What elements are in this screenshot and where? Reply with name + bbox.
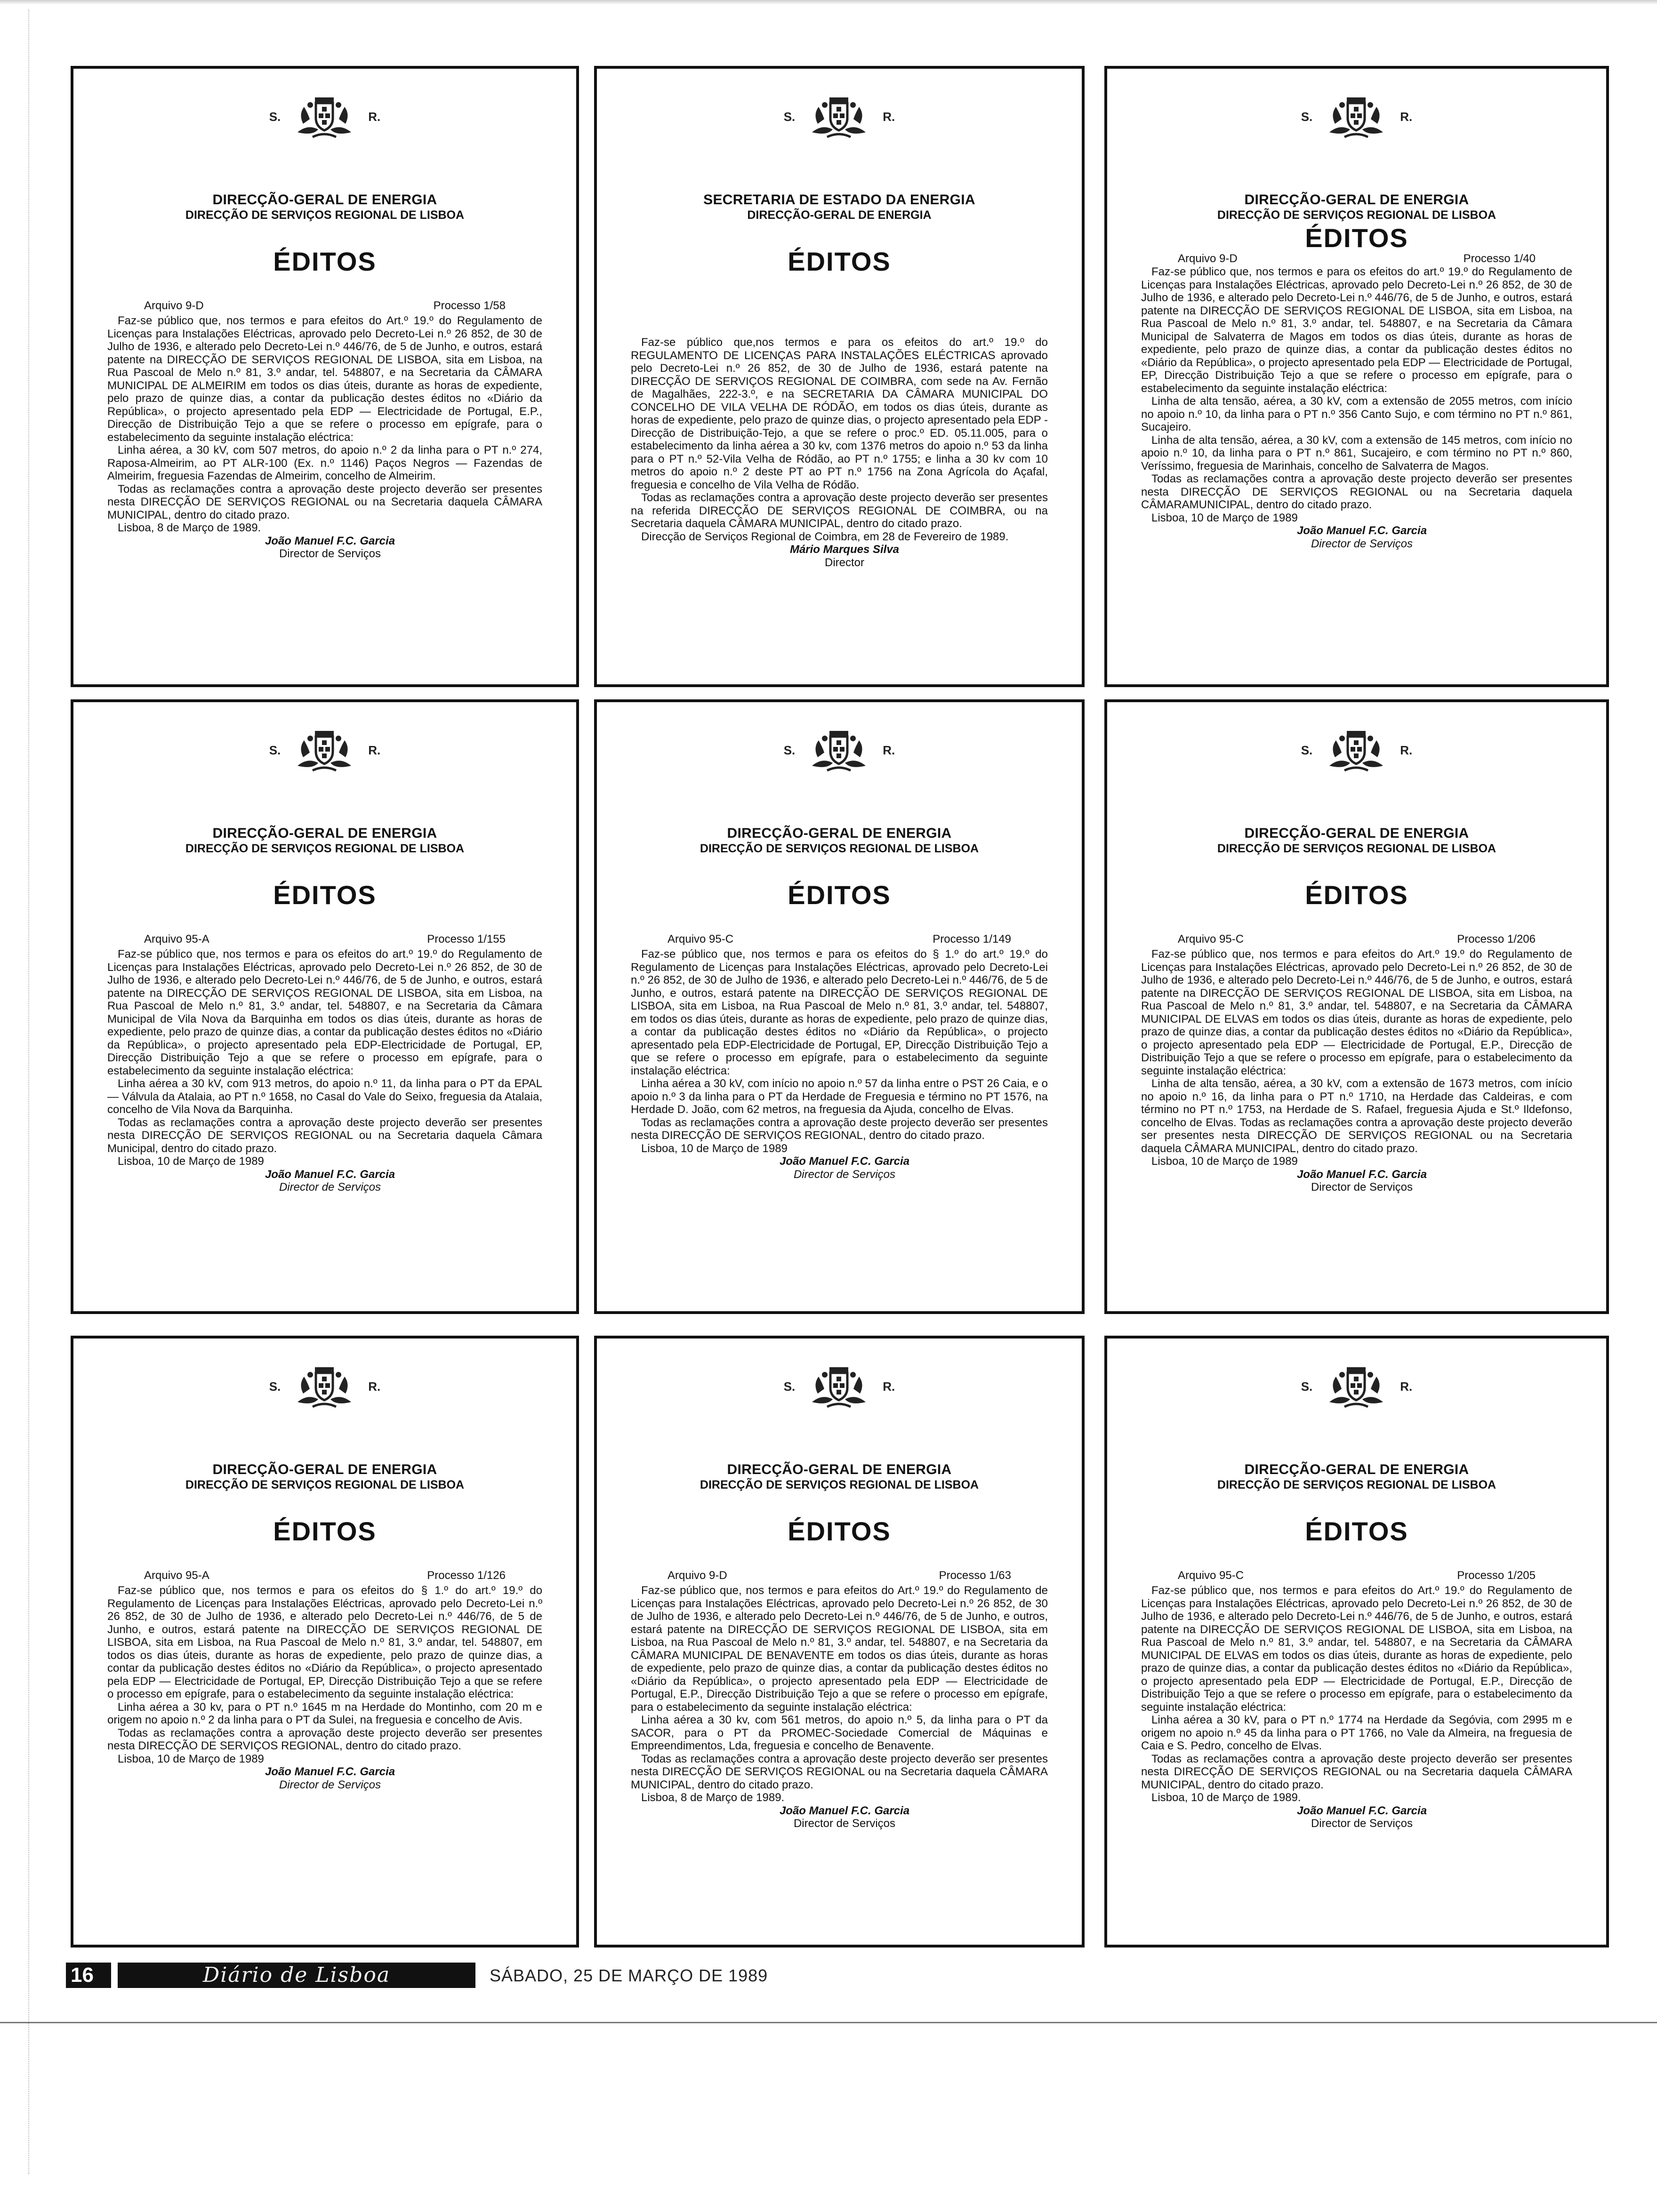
notice-paragraph: Linha aérea a 30 kv, para o PT n.º 1645 m na Herdade do Montinho, com 20 m e origem no apoio n.º 2 da linha para o PT da Sulei, na freguesia e concelho de Avis. [107,1700,542,1726]
seal-letter-left: S. [1301,1379,1313,1394]
arquivo-ref: Arquivo 95-A [144,933,209,946]
reference-line [111,1569,539,1583]
place-and-date: Lisboa, 10 de Março de 1989 [118,1155,264,1168]
notice-body [631,948,1048,1181]
notice-title: ÉDITOS [788,880,891,910]
edital-notice [1104,699,1609,1314]
edital-notice [1104,1336,1609,1948]
edital-notice [594,66,1085,687]
signatory-name: João Manuel F.C. Garcia [779,1804,910,1817]
reference-line [111,933,539,947]
notice-title: ÉDITOS [1305,223,1408,253]
signatory-name: João Manuel F.C. Garcia [1296,1168,1427,1181]
notice-paragraph: Todas as reclamações contra a aprovação deste projecto deverão ser presentes nesta DIRECÇÃO DE SERVIÇOS REGIONAL, dentro do citado prazo. [631,1116,1048,1142]
notice-paragraph: Faz-se público que, nos termos e para os efeitos do § 1.º do art.º 19.º do Regulamento de Licenças para Instalações Eléctricas, aprovado pelo Decreto-Lei n.º 26 852, de 30 de Julho de 1936, e alterado pelo Decreto-Lei n.º 446/76, de 5 de Junho, e outros, estará patente na DIRECÇÃO DE SERVIÇOS REGIONAL DE LISBOA, sita em Lisboa, na Rua Pascoal de Melo n.º 81, 3.º andar, tel. 548807, em todos os dias úteis, durante as horas de expediente, pelo prazo de quinze dias, a contar da publicação destes éditos no «Diário da República», o projecto apresentado pela EDP-Electricidade de Portugal, EP, Direcção Distribuição Tejo a que se refere o processo em epígrafe, para o estabelecimento da seguinte instalação eléctrica: [631,948,1048,1077]
signatory-role: Director [824,556,864,569]
place-and-date: Lisboa, 8 de Março de 1989. [641,1791,785,1804]
reference-line [1145,933,1569,947]
coat-of-arms-header [597,88,1082,145]
notice-paragraph: Faz-se público que, nos termos e para os efeitos do art.º 19.º do Regulamento de Licenças para Instalações Eléctricas, aprovado pelo Decreto-Lei n.º 26 852, de 30 de Julho de 1936, e alterado pelo Decreto-Lei n.º 446/76, de 5 de Junho, e outros, estará patente na DIRECÇÃO DE SERVIÇOS REGIONAL DE LISBOA, sita em Lisboa, na Rua Pascoal de Melo n.º 81, 3.º andar, tel. 548807, e na Secretaria da Câmara Municipal de Salvaterra de Magos em todos os dias úteis, durante as horas de expediente, pelo prazo de quinze dias, a contar da publicação destes éditos no «Diário da República», o projecto apresentado pela EDP — Electricidade de Portugal, EP, Direcção Distribuição Tejo a que se refere o processo em epígrafe, para o estabelecimento da seguinte instalação eléctrica: [1141,265,1572,395]
coat-of-arms-header [1107,722,1606,778]
signatory-role: Director de Serviços [1311,1181,1413,1194]
arquivo-ref: Arquivo 9-D [668,1569,727,1582]
coat-of-arms-header [73,722,576,778]
notice-title: ÉDITOS [788,247,891,276]
coat-of-arms-header [73,1358,576,1415]
edital-notice [71,1336,579,1948]
place-and-date: Lisboa, 10 de Março de 1989 [1151,511,1298,524]
notice-paragraph: Faz-se público que, nos termos e para os efeitos do § 1.º do art.º 19.º do Regulamento de Licenças para Instalações Eléctricas, aprovado pelo Decreto-Lei n.º 26 852, de 30 de Julho de 1936, e alterado pelo Decreto-Lei n.º 446/76, de 5 de Junho, e outros, estará patente na DIRECÇÃO DE SERVIÇOS REGIONAL DE LISBOA, sita em Lisboa, na Rua Pascoal de Melo n.º 81, 3.º andar, tel. 548807, em todos os dias úteis, durante as horas de expediente, pelo prazo de quinze dias, a contar da publicação destes éditos no «Diário da República», o projecto apresentado pela EDP — Electricidade de Portugal, EP, Direcção Distribuição Tejo a que se refere o processo em epígrafe, para o estabelecimento da seguinte instalação eléctrica: [107,1584,542,1700]
notice-title: ÉDITOS [273,247,377,276]
signatory-name: João Manuel F.C. Garcia [265,1765,395,1778]
issuing-authority: DIRECÇÃO-GERAL DE ENERGIA [727,825,952,841]
coat-of-arms-header [73,88,576,145]
issuing-department: DIRECÇÃO DE SERVIÇOS REGIONAL DE LISBOA [700,1478,979,1491]
arquivo-ref: Arquivo 95-C [668,933,734,946]
seal-letter-left: S. [783,1379,796,1394]
edital-notice [71,66,579,687]
reference-line [635,1569,1044,1583]
seal-letter-left: S. [1301,743,1313,757]
notice-paragraph: Linha aérea a 30 kV, com 913 metros, do apoio n.º 11, da linha para o PT da EPAL — Válvula da Atalaia, ao PT n.º 1658, no Casal do Vale do Seixo, freguesia da Atalaia, concelho de Vila Nova da Barquinha. [107,1077,542,1116]
notice-title: ÉDITOS [1305,880,1408,910]
notice-paragraph: Todas as reclamações contra a aprovação deste projecto deverão ser presentes nesta DIRECÇÃO DE SERVIÇOS REGIONAL ou na Secretaria daquela CÂMARAMUNICIPAL, dentro do citado prazo. [1141,473,1572,511]
notice-paragraph: Linha aérea a 30 kV, para o PT n.º 1774 na Herdade da Segóvia, com 2995 m e origem no apoio n.º 45 da linha para o PT 1766, no Vale da Almeira, na freguesia de Caia e S. Pedro, concelho de Elvas. [1141,1714,1572,1752]
seal-letter-right: R. [883,1379,895,1394]
issuing-department: DIRECÇÃO-GERAL DE ENERGIA [747,208,932,222]
issuing-authority: DIRECÇÃO-GERAL DE ENERGIA [212,1462,437,1477]
reference-line [1145,1569,1569,1583]
processo-ref: Processo 1/155 [427,933,506,946]
notice-title: ÉDITOS [273,880,377,910]
coat-of-arms-icon [294,91,355,143]
notice-paragraph: Linha aérea, a 30 kV, com 507 metros, do apoio n.º 2 da linha para o PT n.º 274, Raposa-Almeirim, ao PT ALR-100 (Ex. n.º 1146) Paços Negros — Fazendas de Almeirim, freguesia Fazendas de Almeirim, concelho de Almeirim. [107,444,542,482]
arquivo-ref: Arquivo 95-C [1178,1569,1244,1582]
signatory-name: Mário Marques Silva [789,543,900,556]
notice-paragraph: Linha aérea a 30 kv, com 561 metros, do apoio n.º 5, da linha para o PT da SACOR, para o PT da PROMEC-Sociedade Comercial de Máquinas e Empreendimentos, Lda, freguesia e concelho de Benavente. [631,1714,1048,1752]
reference-line [1145,252,1569,266]
seal-letter-right: R. [883,109,895,124]
place-and-date: Lisboa, 10 de Março de 1989. [1151,1791,1301,1804]
notice-body [631,336,1048,569]
seal-letter-left: S. [783,743,796,757]
issue-date: SÁBADO, 25 DE MARÇO DE 1989 [490,1966,768,1985]
signatory-role: Director de Serviços [279,547,381,560]
issuing-department: DIRECÇÃO DE SERVIÇOS REGIONAL DE LISBOA [1217,208,1496,222]
notice-body [107,948,542,1194]
notice-paragraph: Linha de alta tensão, aérea, a 30 kV, com a extensão de 2055 metros, com início no apoio n.º 10, da linha para o PT n.º 356 Canto Sujo, e com término no PT n.º 861, Sucajeiro. [1141,395,1572,433]
notice-paragraph: Faz-se público que, nos termos e para efeitos do Art.º 19.º do Regulamento de Licenças para Instalações Eléctricas, aprovado pelo Decreto-Lei n.º 26 852, de 30 de Julho de 1936, e alterado pelo Decreto-Lei n.º 446/76, de 5 de Junho, e outros, estará patente na DIRECÇÃO DE SERVIÇOS REGIONAL DE LISBOA, sita em Lisboa, na Rua Pascoal de Melo n.º 81, 3.º andar, tel. 548807, e na Secretaria da CÂMARA MUNICIPAL DE BENAVENTE em todos os dias úteis, durante as horas de expediente, pelo prazo de quinze dias, a contar da publicação destes éditos no «Diário da República», o projecto apresentado pela EDP — Electricidade de Portugal, E.P., Direcção Distribuição Tejo a que se refere o processo em epígrafe, para o estabelecimento da seguinte instalação eléctrica: [631,1584,1048,1714]
processo-ref: Processo 1/205 [1457,1569,1536,1582]
notice-body [107,314,542,561]
coat-of-arms-icon [808,1361,869,1412]
notice-paragraph: Todas as reclamações contra a aprovação deste projecto deverão ser presentes nesta DIRECÇÃO DE SERVIÇOS REGIONAL ou na Secretaria daquela CÂMARA MUNICIPAL, dentro do citado prazo. [1141,1752,1572,1791]
issuing-authority: DIRECÇÃO-GERAL DE ENERGIA [212,825,437,841]
seal-letter-right: R. [883,743,895,757]
issuing-department: DIRECÇÃO DE SERVIÇOS REGIONAL DE LISBOA [185,1478,465,1491]
notice-paragraph: Todas as reclamações contra a aprovação deste projecto deverão ser presentes na referida DIRECÇÃO DE SERVIÇOS REGIONAL DE COIMBRA, ou na Secretaria daquela CÂMARA MUNICIPAL, dentro do citado prazo. [631,491,1048,530]
issuing-authority: DIRECÇÃO-GERAL DE ENERGIA [212,192,437,208]
newspaper-masthead: Diário de Lisboa [118,1963,475,1988]
notice-paragraph: Todas as reclamações contra a aprovação deste projecto deverão ser presentes nesta DIRECÇÃO DE SERVIÇOS REGIONAL, dentro do citado prazo. [107,1726,542,1752]
notice-body [107,1584,542,1791]
coat-of-arms-header [597,1358,1082,1415]
seal-letter-right: R. [368,1379,381,1394]
notice-body [1141,948,1572,1194]
coat-of-arms-icon [808,91,869,143]
signatory-name: João Manuel F.C. Garcia [779,1155,910,1168]
notice-body [631,1584,1048,1830]
notice-paragraph: Linha de alta tensão, aérea, a 30 kV, com a extensão de 145 metros, com início no apoio n.º 10, da linha para o PT n.º 861, Sucajeiro, e com término no PT n.º 860, Veríssimo, freguesia de Marinhais, concelho de Salvaterra de Magos. [1141,433,1572,473]
seal-letter-left: S. [269,743,281,757]
signatory-role: Director de Serviços [1311,1817,1413,1830]
issuing-authority: DIRECÇÃO-GERAL DE ENERGIA [1244,1462,1469,1477]
notice-paragraph: Todas as reclamações contra a aprovação deste projecto deverão ser presentes nesta DIRECÇÃO DE SERVIÇOS REGIONAL ou na Secretaria daquela Câmara Municipal, dentro do citado prazo. [107,1116,542,1155]
edital-notice [71,699,579,1314]
arquivo-ref: Arquivo 9-D [144,299,204,312]
signatory-role: Director de Serviços [793,1168,896,1181]
coat-of-arms-icon [1326,91,1387,143]
issuing-authority: DIRECÇÃO-GERAL DE ENERGIA [1244,192,1469,208]
notice-paragraph: Linha aérea a 30 kV, com início no apoio n.º 57 da linha entre o PST 26 Caia, e o apoio n.º 3 da linha para o PT da Herdade de Freguesia e término no PT 1576, na Herdade D. João, com 62 metros, na freguesia da Ajuda, concelho de Elvas. [631,1077,1048,1116]
seal-letter-right: R. [1400,109,1413,124]
seal-letter-right: R. [368,743,381,757]
notice-paragraph: Faz-se público que, nos termos e para os efeitos do art.º 19.º do Regulamento de Licenças para Instalações Eléctricas, aprovado pelo Decreto-Lei n.º 26 852, de 30 de Julho de 1936, e alterado pelo Decreto-Lei n.º 446/76, de 5 de Junho, e outros, estará patente na DIRECÇÃO DE SERVIÇOS REGIONAL DE LISBOA, sita em Lisboa, na Rua Pascoal de Melo n.º 81, 3.º andar, tel. 548807, e na Secretaria da Câmara Municipal de Vila Nova da Barquinha em todos os dias úteis, durante as horas de expediente, pelo prazo de quinze dias, a contar da publicação destes éditos no «Diário da República», o projecto apresentado pela EDP-Electricidade de Portugal, EP, Direcção Distribuição Tejo a que se refere o processo em epígrafe, para o estabelecimento da seguinte instalação eléctrica: [107,948,542,1077]
coat-of-arms-header [597,722,1082,778]
seal-letter-right: R. [1400,1379,1413,1394]
coat-of-arms-icon [294,1361,355,1412]
page-footer [66,1963,772,1991]
edital-notice [1104,66,1609,687]
issuing-department: DIRECÇÃO DE SERVIÇOS REGIONAL DE LISBOA [1217,842,1496,855]
notice-title: ÉDITOS [788,1516,891,1546]
signatory-role: Director de Serviços [279,1181,381,1194]
coat-of-arms-icon [294,724,355,776]
coat-of-arms-icon [808,724,869,776]
notice-paragraph: Todas as reclamações contra a aprovação deste projecto deverão ser presentes nesta DIRECÇÃO DE SERVIÇOS REGIONAL ou na Secretaria daquela CÂMARA MUNICIPAL, dentro do citado prazo. [107,482,542,521]
seal-letter-left: S. [269,1379,281,1394]
issuing-department: DIRECÇÃO DE SERVIÇOS REGIONAL DE LISBOA [1217,1478,1496,1491]
signatory-role: Director de Serviços [279,1778,381,1791]
signatory-name: João Manuel F.C. Garcia [1296,1804,1427,1817]
notice-title: ÉDITOS [1305,1516,1408,1546]
signatory-role: Director de Serviços [1311,537,1413,550]
issuing-department: DIRECÇÃO DE SERVIÇOS REGIONAL DE LISBOA [185,208,465,222]
notice-paragraph: Linha de alta tensão, aérea, a 30 kV, com a extensão de 1673 metros, com início no apoio n.º 16, da linha para o PT n.º 1710, na Herdade das Caldeiras, e com término no PT n.º 1753, na Herdade de S. Rafael, freguesia Ajuda e St.º Ildefonso, concelho de Elvas. Todas as reclamações contra a aprovação deste projecto deverão ser presentes nesta DIRECÇÃO DE SERVIÇOS REGIONAL ou na Secretaria daquela CÂMARA MUNICIPAL, dentro do citado prazo. [1141,1077,1572,1155]
coat-of-arms-icon [1326,724,1387,776]
notice-body [1141,1584,1572,1830]
coat-of-arms-header [1107,1358,1606,1415]
seal-letter-right: R. [1400,743,1413,757]
notice-paragraph: Direcção de Serviços Regional de Coimbra, em 28 de Fevereiro de 1989. [641,530,1009,543]
processo-ref: Processo 1/58 [433,299,506,312]
signatory-name: João Manuel F.C. Garcia [265,534,395,547]
arquivo-ref: Arquivo 95-A [144,1569,209,1582]
place-and-date: Lisboa, 8 de Março de 1989. [118,521,261,534]
coat-of-arms-header [1107,88,1606,145]
processo-ref: Processo 1/206 [1457,933,1536,946]
page-bottom-rule [0,2022,1657,2023]
notice-body [1141,265,1572,550]
signatory-name: João Manuel F.C. Garcia [265,1168,395,1181]
edital-notice [594,699,1085,1314]
seal-letter-left: S. [783,109,796,124]
notice-paragraph: Faz-se público que, nos termos e para efeitos do Art.º 19.º do Regulamento de Licenças para Instalações Eléctricas, aprovado pelo Decreto-Lei n.º 26 852, de 30 de Julho de 1936, e alterado pelo Decreto-Lei n.º 446/76, de 5 de Junho, e outros, estará patente na DIRECÇÃO DE SERVIÇOS REGIONAL DE LISBOA, sita em Lisboa, na Rua Pascoal de Melo n.º 81, 3.º andar, tel. 548807, e na Secretaria da CÂMARA MUNICIPAL DE ALMEIRIM em todos os dias úteis, durante as horas de expediente, pelo prazo de quinze dias, a contar da publicação destes éditos no «Diário da República», o projecto apresentado pela EDP — Electricidade de Portugal, E.P., Direcção de Distribuição Tejo a que se refere o processo em epígrafe, para o estabelecimento da seguinte instalação eléctrica: [107,314,542,444]
place-and-date: Lisboa, 10 de Março de 1989 [641,1142,788,1155]
issuing-department: DIRECÇÃO DE SERVIÇOS REGIONAL DE LISBOA [700,842,979,855]
notice-paragraph: Faz-se público que, nos termos e para efeitos do Art.º 19.º do Regulamento de Licenças para Instalações Eléctricas, aprovado pelo Decreto-Lei n.º 26 852, de 30 de Julho de 1936, e alterado pelo Decreto-Lei n.º 446/76, de 5 de Junho, e outros, estará patente na DIRECÇÃO DE SERVIÇOS REGIONAL DE LISBOA, sita em Lisboa, na Rua Pascoal de Melo n.º 81, 3.º andar, tel. 548807, e na Secretaria da CÂMARA MUNICIPAL DE ELVAS em todos os dias úteis, durante as horas de expediente, pelo prazo de quinze dias, a contar da publicação destes éditos no «Diário da República», o projecto apresentado pela EDP — Electricidade de Portugal, E.P., Direcção de Distribuição Tejo a que se refere o processo em epígrafe, para o estabelecimento da seguinte instalação eléctrica: [1141,1584,1572,1714]
processo-ref: Processo 1/63 [939,1569,1011,1582]
notice-title: ÉDITOS [273,1516,377,1546]
processo-ref: Processo 1/149 [933,933,1011,946]
seal-letter-right: R. [368,109,381,124]
reference-line [635,933,1044,947]
seal-letter-left: S. [1301,109,1313,124]
notice-paragraph: Faz-se público que, nos termos e para efeitos do Art.º 19.º do Regulamento de Licenças para Instalações Eléctricas, aprovado pelo Decreto-Lei n.º 26 852, de 30 de Julho de 1936, e alterado pelo Decreto-Lei n.º 446/76, de 5 de Junho, e outros, estará patente na DIRECÇÃO DE SERVIÇOS REGIONAL DE LISBOA, sita em Lisboa, na Rua Pascoal de Melo n.º 81, 3.º andar, tel. 548807, e na Secretaria da CÂMARA MUNICIPAL DE ELVAS em todos os dias úteis, durante as horas de expediente, pelo prazo de quinze dias, a contar da publicação destes éditos no «Diário da República», o projecto apresentado pela EDP — Electricidade de Portugal, E.P., Direcção de Distribuição Tejo a que se refere o processo em epígrafe, para o estabelecimento da seguinte instalação eléctrica: [1141,948,1572,1077]
arquivo-ref: Arquivo 95-C [1178,933,1244,946]
signatory-name: João Manuel F.C. Garcia [1296,524,1427,537]
processo-ref: Processo 1/126 [427,1569,506,1582]
issuing-authority: DIRECÇÃO-GERAL DE ENERGIA [1244,825,1469,841]
notice-paragraph: Todas as reclamações contra a aprovação deste projecto deverão ser presentes nesta DIRECÇÃO DE SERVIÇOS REGIONAL ou na Secretaria daquela CÂMARA MUNICIPAL, dentro do citado prazo. [631,1752,1048,1791]
edital-notice [594,1336,1085,1948]
processo-ref: Processo 1/40 [1463,252,1536,265]
seal-letter-left: S. [269,109,281,124]
signatory-role: Director de Serviços [793,1817,896,1830]
arquivo-ref: Arquivo 9-D [1178,252,1238,265]
issuing-department: DIRECÇÃO DE SERVIÇOS REGIONAL DE LISBOA [185,842,465,855]
place-and-date: Lisboa, 10 de Março de 1989 [1151,1155,1298,1168]
issuing-authority: SECRETARIA DE ESTADO DA ENERGIA [703,192,975,208]
issuing-authority: DIRECÇÃO-GERAL DE ENERGIA [727,1462,952,1477]
page-number: 16 [66,1963,111,1988]
notice-paragraph: Faz-se público que,nos termos e para os efeitos do art.º 19.º do REGULAMENTO DE LICENÇAS PARA INSTALAÇÕES ELÉCTRICAS aprovado pelo Decreto-Lei n.º 26 852, de 30 de Julho de 1936, estará patente na DIRECÇÃO DE SERVIÇOS REGIONAL DE COIMBRA, com sede na Av. Fernão de Magalhães, 222-3.º, e na SECRETARIA DA CÂMARA MUNICIPAL DO CONCELHO DE VILA VELHA DE RÓDÃO, em todos os dias úteis, durante as horas de expediente, pelo prazo de quinze dias, o projecto apresentado pela EDP - Direcção de Distribuição-Tejo, a que se refere o proc.º ED. 05.11.005, para o estabelecimento da linha aérea a 30 kv, com 1376 metros do apoio n.º 53 da linha para o PT n.º 52-Vila Velha de Ródão, ao PT n.º 1755; e linha a 30 kv com 10 metros do apoio n.º 2 deste PT ao PT n.º 1756 na Zona Agrícola do Açafal, freguesia e concelho de Vila Velha de Ródão. [631,336,1048,491]
place-and-date: Lisboa, 10 de Março de 1989 [118,1752,264,1765]
reference-line [111,299,539,313]
coat-of-arms-icon [1326,1361,1387,1412]
